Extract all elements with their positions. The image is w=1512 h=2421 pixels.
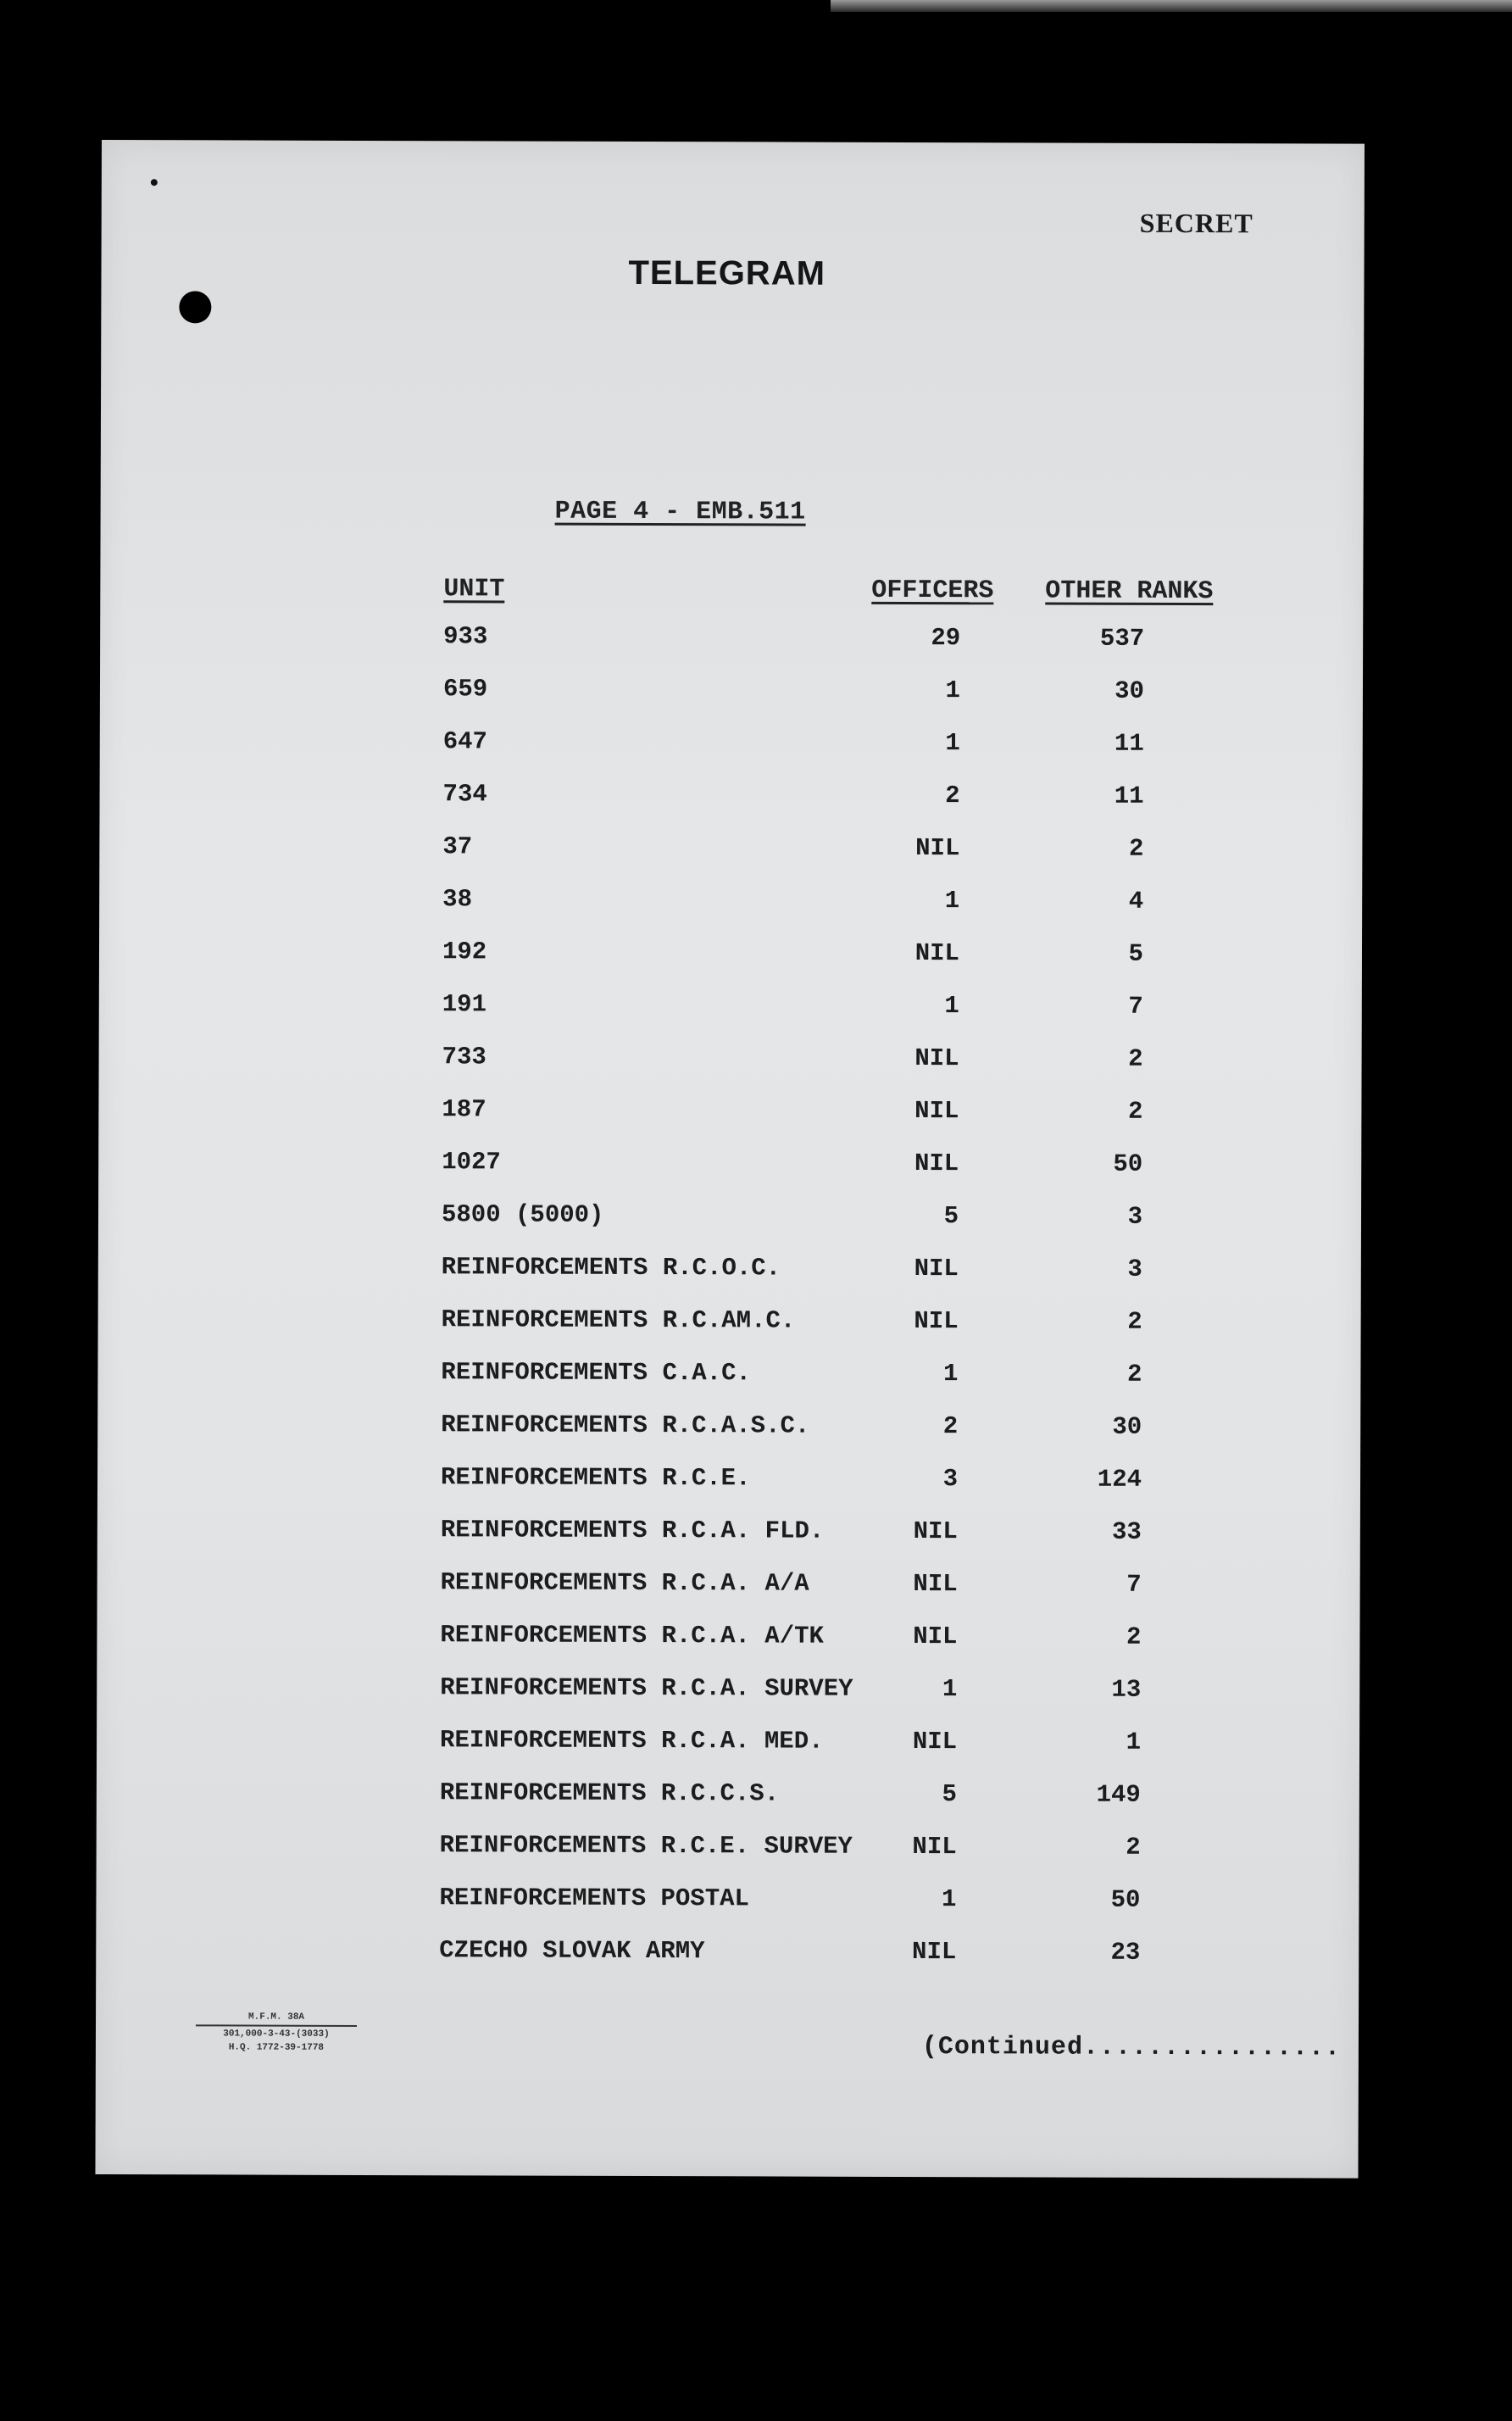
other-ranks-cell: 7 <box>1126 1570 1142 1599</box>
other-ranks-cell: 537 <box>1099 624 1145 653</box>
unit-cell: 37 <box>442 832 473 861</box>
table-row <box>96 1933 1359 1990</box>
officers-cell: 1 <box>942 1360 959 1389</box>
other-ranks-cell: 2 <box>1126 1622 1142 1651</box>
page-reference: PAGE 4 - EMB.511 <box>554 497 806 527</box>
officers-cell: NIL <box>913 1570 958 1599</box>
officers-cell: NIL <box>912 1938 957 1967</box>
unit-cell: REINFORCEMENTS R.C.A. FLD. <box>440 1516 825 1545</box>
unit-cell: REINFORCEMENTS R.C.O.C. <box>441 1253 781 1283</box>
unit-cell: REINFORCEMENTS R.C.A. SURVEY <box>440 1673 853 1703</box>
other-ranks-cell: 50 <box>1113 1149 1143 1178</box>
officers-cell: NIL <box>915 834 960 863</box>
unit-cell: REINFORCEMENTS R.C.E. SURVEY <box>439 1831 853 1861</box>
officers-cell: NIL <box>914 1097 959 1126</box>
officers-cell: 2 <box>945 782 960 810</box>
officers-cell: 2 <box>942 1412 959 1441</box>
unit-cell: REINFORCEMENTS C.A.C. <box>441 1358 751 1388</box>
continued-note: (Continued................ <box>921 2033 1342 2063</box>
classification-label: SECRET <box>1139 207 1254 239</box>
other-ranks-cell: 1 <box>1126 1728 1142 1756</box>
table-row <box>99 882 1362 938</box>
other-ranks-cell: 2 <box>1128 1044 1143 1073</box>
officers-cell: NIL <box>913 1622 958 1651</box>
unit-cell: REINFORCEMENTS R.C.AM.C. <box>441 1305 796 1335</box>
unit-cell: 933 <box>443 622 488 651</box>
other-ranks-cell: 50 <box>1110 1885 1141 1914</box>
unit-cell: 38 <box>442 885 473 914</box>
unit-cell: REINFORCEMENTS POSTAL <box>439 1884 750 1913</box>
other-ranks-cell: 124 <box>1097 1465 1142 1494</box>
table-row <box>97 1617 1359 1674</box>
officers-cell: 1 <box>942 1675 958 1704</box>
form-stamp-line: H.Q. 1772-39-1778 <box>228 2042 325 2053</box>
table-row <box>97 1355 1360 1411</box>
officers-cell: 5 <box>943 1202 959 1231</box>
ink-speck <box>151 179 158 186</box>
officers-cell: NIL <box>914 1149 959 1178</box>
other-ranks-cell: 30 <box>1115 676 1145 705</box>
other-ranks-cell: 4 <box>1128 887 1144 916</box>
unit-cell: 647 <box>442 727 488 756</box>
other-ranks-cell: 30 <box>1112 1412 1142 1441</box>
column-header-unit: UNIT <box>443 575 505 604</box>
table-row <box>97 1565 1360 1622</box>
table-row <box>97 1828 1359 1884</box>
unit-cell: REINFORCEMENTS R.C.A. A/A <box>440 1568 809 1598</box>
officers-cell: NIL <box>912 1833 957 1862</box>
unit-cell: 187 <box>442 1095 486 1124</box>
table-row <box>97 1302 1360 1359</box>
officers-cell: 1 <box>945 729 960 758</box>
table-row <box>99 934 1362 991</box>
other-ranks-cell: 11 <box>1114 782 1144 810</box>
other-ranks-cell: 149 <box>1096 1780 1141 1809</box>
table-row <box>97 1670 1359 1727</box>
form-stamp-line: M.F.M. 38A <box>248 2012 305 2023</box>
officers-cell: 1 <box>945 676 961 705</box>
table-row <box>98 1092 1361 1149</box>
table-row <box>97 1775 1359 1832</box>
unit-cell: 733 <box>442 1043 486 1071</box>
officers-cell: 5 <box>942 1780 957 1809</box>
other-ranks-cell: 2 <box>1127 1307 1142 1336</box>
officers-cell: NIL <box>914 1255 959 1283</box>
table-row <box>98 1197 1361 1254</box>
unit-cell: REINFORCEMENTS R.C.A. MED. <box>440 1726 824 1756</box>
table-row <box>96 1880 1359 1937</box>
unit-cell: 191 <box>442 990 487 1019</box>
unit-table <box>96 619 1363 1990</box>
other-ranks-cell: 33 <box>1111 1517 1142 1546</box>
table-row <box>100 671 1363 728</box>
unit-cell: REINFORCEMENTS R.C.C.S. <box>439 1778 780 1808</box>
table-row <box>98 1249 1361 1306</box>
other-ranks-cell: 2 <box>1126 1360 1142 1389</box>
officers-cell: 1 <box>944 887 960 916</box>
table-row <box>99 776 1362 833</box>
other-ranks-cell: 2 <box>1126 1833 1141 1862</box>
other-ranks-cell: 23 <box>1110 1938 1141 1967</box>
other-ranks-cell: 3 <box>1127 1202 1143 1231</box>
table-row <box>97 1512 1360 1569</box>
table-row <box>97 1460 1360 1517</box>
table-row <box>99 987 1362 1044</box>
officers-cell: NIL <box>914 1044 959 1073</box>
form-stamp-line: 301,000-3-43-(3033) <box>223 2029 330 2040</box>
punch-hole <box>179 291 211 323</box>
unit-cell: REINFORCEMENTS R.C.A.S.C. <box>441 1411 810 1440</box>
other-ranks-cell: 5 <box>1128 939 1144 968</box>
other-ranks-cell: 11 <box>1114 729 1144 758</box>
telegram-page <box>95 140 1365 2179</box>
unit-cell: 192 <box>442 938 487 966</box>
table-row <box>99 829 1362 886</box>
table-row <box>100 619 1363 676</box>
officers-cell: NIL <box>913 1517 958 1546</box>
table-row <box>98 1144 1361 1201</box>
other-ranks-cell: 13 <box>1111 1675 1142 1704</box>
scan-edge-strip <box>831 0 1512 12</box>
table-row <box>98 1039 1361 1096</box>
officers-cell: 1 <box>944 992 959 1021</box>
column-header-officers: OFFICERS <box>871 576 994 606</box>
form-number-stamp <box>196 2010 357 2055</box>
other-ranks-cell: 2 <box>1128 834 1144 863</box>
table-row <box>97 1723 1359 1779</box>
other-ranks-cell: 2 <box>1127 1097 1143 1126</box>
officers-cell: 29 <box>931 624 961 653</box>
officers-cell: 1 <box>942 1885 957 1914</box>
officers-cell: NIL <box>914 939 960 968</box>
unit-cell: 734 <box>442 780 487 809</box>
unit-cell: 1027 <box>442 1148 501 1177</box>
unit-cell: REINFORCEMENTS R.C.E. <box>440 1463 751 1493</box>
other-ranks-cell: 3 <box>1127 1255 1142 1283</box>
column-header-other-ranks: OTHER RANKS <box>1045 576 1214 607</box>
table-row <box>97 1407 1360 1464</box>
document-title: TELEGRAM <box>628 253 826 292</box>
unit-cell: 5800 (5000) <box>441 1200 604 1229</box>
other-ranks-cell: 7 <box>1128 992 1143 1021</box>
unit-cell: REINFORCEMENTS R.C.A. A/TK <box>440 1621 824 1650</box>
unit-cell: CZECHO SLOVAK ARMY <box>439 1936 705 1966</box>
unit-cell: 659 <box>442 675 488 704</box>
officers-cell: NIL <box>914 1307 959 1336</box>
officers-cell: NIL <box>912 1728 958 1756</box>
officers-cell: 3 <box>942 1465 959 1494</box>
table-row <box>100 724 1363 781</box>
